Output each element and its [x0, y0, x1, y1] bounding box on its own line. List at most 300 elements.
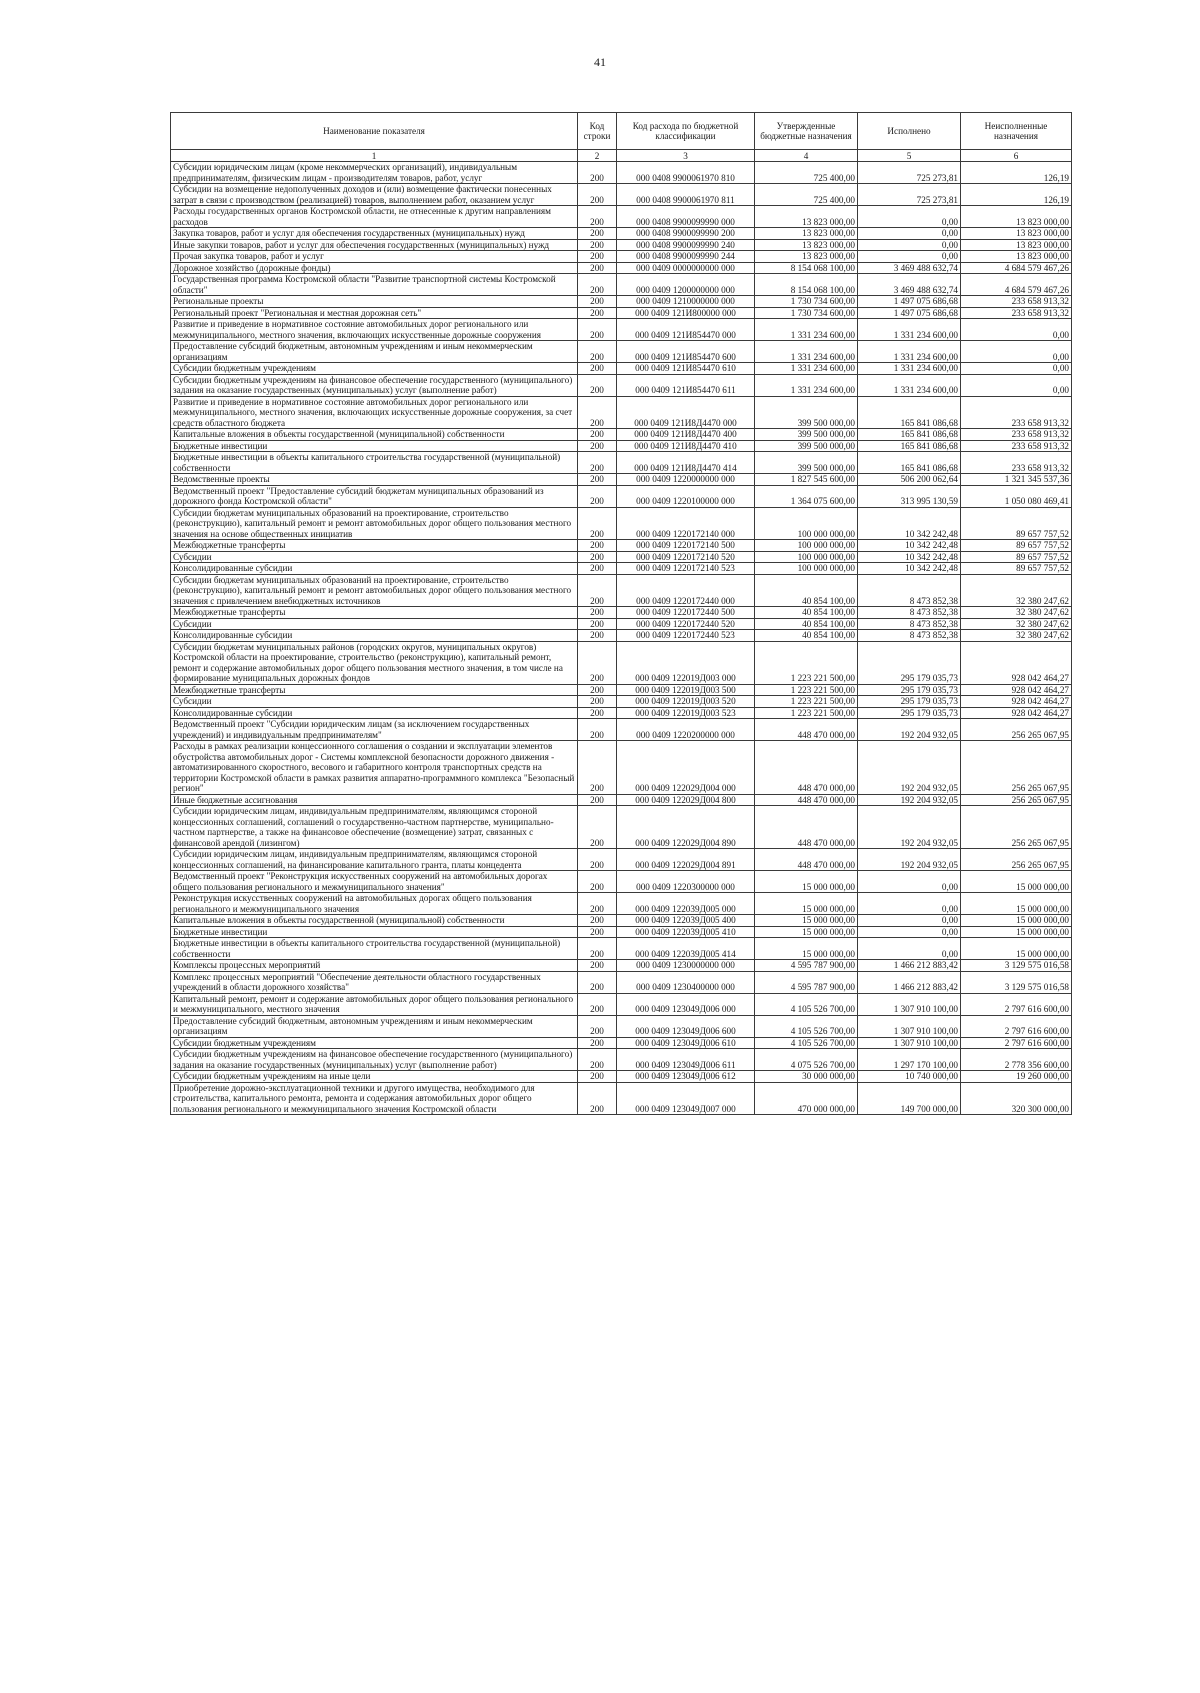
table-row	[171, 440, 1072, 452]
approved-amount-cell: 30 000 000,00	[755, 1071, 858, 1083]
unexecuted-amount-cell: 0,00	[961, 319, 1072, 341]
unexecuted-amount-cell: 2 778 356 600,00	[961, 1049, 1072, 1071]
table-row	[171, 296, 1072, 308]
table-row	[171, 926, 1072, 938]
approved-amount-cell: 15 000 000,00	[755, 926, 858, 938]
line-code-cell: 200	[578, 396, 617, 429]
classification-code-cell: 000 0409 121И854470 611	[617, 374, 755, 396]
line-code-cell: 200	[578, 485, 617, 507]
table-row	[171, 341, 1072, 363]
indicator-name-cell: Субсидии бюджетам муниципальных районов (городских округов, муниципальных округов) Костромской области на проектирование, строительство (реконструкцию), капитальный ремонт, ремонт и содержание автомобильных дорог общего пользования местного значения, в том числе на формирование муниципальных дорожных фондов	[171, 641, 578, 684]
line-code-cell: 200	[578, 849, 617, 871]
unexecuted-amount-cell: 15 000 000,00	[961, 926, 1072, 938]
unexecuted-amount-cell: 256 265 067,95	[961, 794, 1072, 806]
table-row	[171, 228, 1072, 240]
unexecuted-amount-cell: 928 042 464,27	[961, 696, 1072, 708]
executed-amount-cell: 0,00	[858, 228, 961, 240]
classification-code-cell: 000 0409 122029Д004 800	[617, 794, 755, 806]
executed-amount-cell: 165 841 086,68	[858, 452, 961, 474]
line-code-cell: 200	[578, 960, 617, 972]
approved-amount-cell: 1 364 075 600,00	[755, 485, 858, 507]
approved-amount-cell: 8 154 068 100,00	[755, 274, 858, 296]
classification-code-cell: 000 0409 1220172140 000	[617, 507, 755, 540]
line-code-cell: 200	[578, 363, 617, 375]
unexecuted-amount-cell: 1 321 345 537,36	[961, 474, 1072, 486]
unexecuted-amount-cell: 4 684 579 467,26	[961, 262, 1072, 274]
indicator-name-cell: Предоставление субсидий бюджетным, автономным учреждениям и иным некоммерческим организациям	[171, 1015, 578, 1037]
unexecuted-amount-cell: 15 000 000,00	[961, 871, 1072, 893]
approved-amount-cell: 4 105 526 700,00	[755, 1015, 858, 1037]
executed-amount-cell: 192 204 932,05	[858, 806, 961, 849]
header-unexecuted: Неисполненные назначения	[961, 113, 1072, 150]
table-row	[171, 485, 1072, 507]
approved-amount-cell: 1 331 234 600,00	[755, 341, 858, 363]
table-row	[171, 1015, 1072, 1037]
line-code-cell: 200	[578, 938, 617, 960]
table-row	[171, 741, 1072, 795]
executed-amount-cell: 295 179 035,73	[858, 684, 961, 696]
classification-code-cell: 000 0408 9900061970 811	[617, 184, 755, 206]
unexecuted-amount-cell: 15 000 000,00	[961, 915, 1072, 927]
unexecuted-amount-cell: 233 658 913,32	[961, 429, 1072, 441]
executed-amount-cell: 0,00	[858, 926, 961, 938]
executed-amount-cell: 10 342 242,48	[858, 563, 961, 575]
classification-code-cell: 000 0408 9900099990 244	[617, 251, 755, 263]
unexecuted-amount-cell: 233 658 913,32	[961, 296, 1072, 308]
classification-code-cell: 000 0409 1220200000 000	[617, 719, 755, 741]
indicator-name-cell: Субсидии	[171, 551, 578, 563]
classification-code-cell: 000 0409 123049Д006 612	[617, 1071, 755, 1083]
executed-amount-cell: 3 469 488 632,74	[858, 274, 961, 296]
approved-amount-cell: 399 500 000,00	[755, 440, 858, 452]
classification-code-cell: 000 0409 121И8Д4470 410	[617, 440, 755, 452]
executed-amount-cell: 0,00	[858, 206, 961, 228]
executed-amount-cell: 8 473 852,38	[858, 618, 961, 630]
executed-amount-cell: 1 331 234 600,00	[858, 363, 961, 375]
executed-amount-cell: 165 841 086,68	[858, 429, 961, 441]
indicator-name-cell: Капитальный ремонт, ремонт и содержание автомобильных дорог общего пользования регионального и межмуниципального, местного значения	[171, 993, 578, 1015]
table-row	[171, 707, 1072, 719]
line-code-cell: 200	[578, 540, 617, 552]
line-code-cell: 200	[578, 1049, 617, 1071]
classification-code-cell: 000 0409 123049Д006 610	[617, 1037, 755, 1049]
table-row	[171, 563, 1072, 575]
approved-amount-cell: 100 000 000,00	[755, 507, 858, 540]
line-code-cell: 200	[578, 741, 617, 795]
unexecuted-amount-cell: 32 380 247,62	[961, 574, 1072, 607]
line-code-cell: 200	[578, 993, 617, 1015]
executed-amount-cell: 1 497 075 686,68	[858, 296, 961, 308]
executed-amount-cell: 1 297 170 100,00	[858, 1049, 961, 1071]
approved-amount-cell: 1 827 545 600,00	[755, 474, 858, 486]
approved-amount-cell: 13 823 000,00	[755, 228, 858, 240]
unexecuted-amount-cell: 2 797 616 600,00	[961, 993, 1072, 1015]
line-code-cell: 200	[578, 1037, 617, 1049]
line-code-cell: 200	[578, 162, 617, 184]
indicator-name-cell: Субсидии бюджетным учреждениям	[171, 1037, 578, 1049]
unexecuted-amount-cell: 13 823 000,00	[961, 239, 1072, 251]
unexecuted-amount-cell: 3 129 575 016,58	[961, 960, 1072, 972]
approved-amount-cell: 8 154 068 100,00	[755, 262, 858, 274]
approved-amount-cell: 448 470 000,00	[755, 719, 858, 741]
executed-amount-cell: 1 466 212 883,42	[858, 971, 961, 993]
table-row	[171, 806, 1072, 849]
unexecuted-amount-cell: 256 265 067,95	[961, 849, 1072, 871]
indicator-name-cell: Субсидии	[171, 696, 578, 708]
classification-code-cell: 000 0409 123049Д006 000	[617, 993, 755, 1015]
approved-amount-cell: 1 730 734 600,00	[755, 296, 858, 308]
unexecuted-amount-cell: 256 265 067,95	[961, 719, 1072, 741]
indicator-name-cell: Приобретение дорожно-эксплуатационной техники и другого имущества, необходимого для строительства, капитального ремонта, ремонта и содержания автомобильных дорог общего пользования регионального и межмуниципального значения Костромской области	[171, 1082, 578, 1115]
indicator-name-cell: Субсидии юридическим лицам, индивидуальным предпринимателям, являющимся стороной концессионных соглашений, на финансирование капитального гранта, платы концедента	[171, 849, 578, 871]
line-code-cell: 200	[578, 794, 617, 806]
table-row	[171, 551, 1072, 563]
approved-amount-cell: 4 595 787 900,00	[755, 960, 858, 972]
indicator-name-cell: Субсидии бюджетным учреждениям на финансовое обеспечение государственного (муниципального) задания на оказание государственных (муниципальных) услуг (выполнение работ)	[171, 1049, 578, 1071]
executed-amount-cell: 1 331 234 600,00	[858, 341, 961, 363]
unexecuted-amount-cell: 13 823 000,00	[961, 228, 1072, 240]
indicator-name-cell: Ведомственный проект "Реконструкция искусственных сооружений на автомобильных дорогах общего пользования регионального и межмуниципального значения"	[171, 871, 578, 893]
indicator-name-cell: Реконструкция искусственных сооружений на автомобильных дорогах общего пользования регионального и межмуниципального значения	[171, 893, 578, 915]
executed-amount-cell: 313 995 130,59	[858, 485, 961, 507]
unexecuted-amount-cell: 15 000 000,00	[961, 938, 1072, 960]
indicator-name-cell: Региональный проект "Региональная и местная дорожная сеть"	[171, 307, 578, 319]
line-code-cell: 200	[578, 1071, 617, 1083]
line-code-cell: 200	[578, 971, 617, 993]
table-row	[171, 618, 1072, 630]
classification-code-cell: 000 0409 122029Д004 890	[617, 806, 755, 849]
table-row	[171, 206, 1072, 228]
indicator-name-cell: Прочая закупка товаров, работ и услуг	[171, 251, 578, 263]
unexecuted-amount-cell: 0,00	[961, 341, 1072, 363]
approved-amount-cell: 1 223 221 500,00	[755, 707, 858, 719]
executed-amount-cell: 1 307 910 100,00	[858, 1015, 961, 1037]
unexecuted-amount-cell: 1 050 080 469,41	[961, 485, 1072, 507]
indicator-name-cell: Бюджетные инвестиции в объекты капитального строительства государственной (муниципальной) собственности	[171, 938, 578, 960]
executed-amount-cell: 3 469 488 632,74	[858, 262, 961, 274]
indicator-name-cell: Субсидии юридическим лицам, индивидуальным предпринимателям, являющимся стороной концессионных соглашений, соглашений о государственно-частном партнерстве, муниципально-частном партнерстве, а также на финансовое обеспечение (возмещение) затрат, связанных с финансовой арендой (лизингом)	[171, 806, 578, 849]
classification-code-cell: 000 0409 1220172440 523	[617, 630, 755, 642]
table-row	[171, 1049, 1072, 1071]
approved-amount-cell: 4 075 526 700,00	[755, 1049, 858, 1071]
indicator-name-cell: Расходы в рамках реализации концессионного соглашения о создании и эксплуатации элементов обустройства автомобильных дорог - Системы комплексной безопасности дорожного движения - автоматизированного скоростного, весового и габаритного контроля транспортных средств на территории Костромской области в рамках развития аппаратно-программного комплекса "Безопасный регион"	[171, 741, 578, 795]
line-code-cell: 200	[578, 429, 617, 441]
indicator-name-cell: Комплекс процессных мероприятий "Обеспечение деятельности областного государственных учреждений в области дорожного хозяйства"	[171, 971, 578, 993]
approved-amount-cell: 399 500 000,00	[755, 452, 858, 474]
header-line-code: Код строки	[578, 113, 617, 150]
unexecuted-amount-cell: 233 658 913,32	[961, 307, 1072, 319]
table-row	[171, 319, 1072, 341]
indicator-name-cell: Комплексы процессных мероприятий	[171, 960, 578, 972]
table-row	[171, 1071, 1072, 1083]
indicator-name-cell: Бюджетные инвестиции	[171, 926, 578, 938]
classification-code-cell: 000 0409 122019Д003 000	[617, 641, 755, 684]
unexecuted-amount-cell: 928 042 464,27	[961, 641, 1072, 684]
approved-amount-cell: 40 854 100,00	[755, 574, 858, 607]
table-row	[171, 452, 1072, 474]
approved-amount-cell: 399 500 000,00	[755, 396, 858, 429]
approved-amount-cell: 100 000 000,00	[755, 540, 858, 552]
unexecuted-amount-cell: 32 380 247,62	[961, 618, 1072, 630]
classification-code-cell: 000 0409 121И8Д4470 414	[617, 452, 755, 474]
approved-amount-cell: 399 500 000,00	[755, 429, 858, 441]
table-row	[171, 794, 1072, 806]
approved-amount-cell: 1 331 234 600,00	[755, 374, 858, 396]
classification-code-cell: 000 0409 123049Д007 000	[617, 1082, 755, 1115]
classification-code-cell: 000 0409 122019Д003 500	[617, 684, 755, 696]
approved-amount-cell: 15 000 000,00	[755, 915, 858, 927]
table-row	[171, 696, 1072, 708]
executed-amount-cell: 0,00	[858, 239, 961, 251]
executed-amount-cell: 192 204 932,05	[858, 849, 961, 871]
classification-code-cell: 000 0409 121И854470 600	[617, 341, 755, 363]
executed-amount-cell: 295 179 035,73	[858, 696, 961, 708]
approved-amount-cell: 15 000 000,00	[755, 938, 858, 960]
line-code-cell: 200	[578, 1015, 617, 1037]
classification-code-cell: 000 0409 122039Д005 414	[617, 938, 755, 960]
line-code-cell: 200	[578, 452, 617, 474]
line-code-cell: 200	[578, 806, 617, 849]
table-row	[171, 274, 1072, 296]
unexecuted-amount-cell: 3 129 575 016,58	[961, 971, 1072, 993]
indicator-name-cell: Ведомственный проект "Предоставление субсидий бюджетам муниципальных образований из дорожного фонда Костромской области"	[171, 485, 578, 507]
classification-code-cell: 000 0408 9900099990 200	[617, 228, 755, 240]
indicator-name-cell: Консолидированные субсидии	[171, 630, 578, 642]
unexecuted-amount-cell: 2 797 616 600,00	[961, 1015, 1072, 1037]
approved-amount-cell: 40 854 100,00	[755, 618, 858, 630]
executed-amount-cell: 10 342 242,48	[858, 540, 961, 552]
indicator-name-cell: Закупка товаров, работ и услуг для обеспечения государственных (муниципальных) нужд	[171, 228, 578, 240]
executed-amount-cell: 0,00	[858, 871, 961, 893]
line-code-cell: 200	[578, 440, 617, 452]
line-code-cell: 200	[578, 319, 617, 341]
executed-amount-cell: 0,00	[858, 915, 961, 927]
table-row	[171, 893, 1072, 915]
executed-amount-cell: 149 700 000,00	[858, 1082, 961, 1115]
unexecuted-amount-cell: 32 380 247,62	[961, 607, 1072, 619]
table-row	[171, 574, 1072, 607]
classification-code-cell: 000 0409 121И854470 610	[617, 363, 755, 375]
line-code-cell: 200	[578, 251, 617, 263]
line-code-cell: 200	[578, 607, 617, 619]
approved-amount-cell: 15 000 000,00	[755, 893, 858, 915]
unexecuted-amount-cell: 89 657 757,52	[961, 563, 1072, 575]
classification-code-cell: 000 0409 122019Д003 523	[617, 707, 755, 719]
approved-amount-cell: 1 331 234 600,00	[755, 363, 858, 375]
executed-amount-cell: 725 273,81	[858, 184, 961, 206]
unexecuted-amount-cell: 13 823 000,00	[961, 206, 1072, 228]
approved-amount-cell: 470 000 000,00	[755, 1082, 858, 1115]
classification-code-cell: 000 0409 1220100000 000	[617, 485, 755, 507]
indicator-name-cell: Субсидии бюджетам муниципальных образований на проектирование, строительство (реконструкцию), капитальный ремонт и ремонт автомобильных дорог общего пользования местного значения с привлечением внебюджетных источников	[171, 574, 578, 607]
executed-amount-cell: 165 841 086,68	[858, 440, 961, 452]
executed-amount-cell: 8 473 852,38	[858, 630, 961, 642]
approved-amount-cell: 448 470 000,00	[755, 849, 858, 871]
indicator-name-cell: Иные бюджетные ассигнования	[171, 794, 578, 806]
executed-amount-cell: 1 331 234 600,00	[858, 374, 961, 396]
approved-amount-cell: 725 400,00	[755, 184, 858, 206]
indicator-name-cell: Дорожное хозяйство (дорожные фонды)	[171, 262, 578, 274]
line-code-cell: 200	[578, 574, 617, 607]
executed-amount-cell: 10 342 242,48	[858, 507, 961, 540]
table-row	[171, 719, 1072, 741]
table-row	[171, 938, 1072, 960]
classification-code-cell: 000 0409 121И800000 000	[617, 307, 755, 319]
approved-amount-cell: 100 000 000,00	[755, 563, 858, 575]
unexecuted-amount-cell: 15 000 000,00	[961, 893, 1072, 915]
unexecuted-amount-cell: 126,19	[961, 162, 1072, 184]
approved-amount-cell: 1 223 221 500,00	[755, 696, 858, 708]
line-code-cell: 200	[578, 684, 617, 696]
executed-amount-cell: 0,00	[858, 893, 961, 915]
table-row	[171, 960, 1072, 972]
indicator-name-cell: Развитие и приведение в нормативное состояние автомобильных дорог регионального или межмуниципального, местного значения, включающих искусственные дорожные сооружения, за счет средств областного бюджета	[171, 396, 578, 429]
approved-amount-cell: 1 223 221 500,00	[755, 641, 858, 684]
indicator-name-cell: Развитие и приведение в нормативное состояние автомобильных дорог регионального или межмуниципального, местного значения, включающих искусственные дорожные сооружения	[171, 319, 578, 341]
classification-code-cell: 000 0409 1210000000 000	[617, 296, 755, 308]
table-row	[171, 915, 1072, 927]
unexecuted-amount-cell: 13 823 000,00	[961, 251, 1072, 263]
indicator-name-cell: Межбюджетные трансферты	[171, 540, 578, 552]
line-code-cell: 200	[578, 641, 617, 684]
line-code-cell: 200	[578, 228, 617, 240]
column-number: 4	[755, 150, 858, 162]
classification-code-cell: 000 0409 1220172440 500	[617, 607, 755, 619]
executed-amount-cell: 10 740 000,00	[858, 1071, 961, 1083]
header-row	[171, 113, 1072, 150]
classification-code-cell: 000 0409 121И854470 000	[617, 319, 755, 341]
indicator-name-cell: Субсидии бюджетным учреждениям	[171, 363, 578, 375]
line-code-cell: 200	[578, 696, 617, 708]
line-code-cell: 200	[578, 474, 617, 486]
header-executed: Исполнено	[858, 113, 961, 150]
classification-code-cell: 000 0409 1220172440 520	[617, 618, 755, 630]
line-code-cell: 200	[578, 307, 617, 319]
line-code-cell: 200	[578, 184, 617, 206]
executed-amount-cell: 0,00	[858, 251, 961, 263]
line-code-cell: 200	[578, 239, 617, 251]
approved-amount-cell: 4 105 526 700,00	[755, 993, 858, 1015]
executed-amount-cell: 192 204 932,05	[858, 794, 961, 806]
classification-code-cell: 000 0409 122039Д005 000	[617, 893, 755, 915]
header-indicator-name: Наименование показателя	[171, 113, 578, 150]
unexecuted-amount-cell: 320 300 000,00	[961, 1082, 1072, 1115]
table-row	[171, 630, 1072, 642]
unexecuted-amount-cell: 233 658 913,32	[961, 396, 1072, 429]
line-code-cell: 200	[578, 206, 617, 228]
unexecuted-amount-cell: 89 657 757,52	[961, 551, 1072, 563]
table-row	[171, 429, 1072, 441]
table-row	[171, 474, 1072, 486]
line-code-cell: 200	[578, 341, 617, 363]
table-row	[171, 374, 1072, 396]
classification-code-cell: 000 0409 1220172140 523	[617, 563, 755, 575]
table-row	[171, 162, 1072, 184]
executed-amount-cell: 1 307 910 100,00	[858, 993, 961, 1015]
indicator-name-cell: Ведомственные проекты	[171, 474, 578, 486]
column-number: 3	[617, 150, 755, 162]
executed-amount-cell: 1 307 910 100,00	[858, 1037, 961, 1049]
unexecuted-amount-cell: 2 797 616 600,00	[961, 1037, 1072, 1049]
table-row	[171, 307, 1072, 319]
table-row	[171, 849, 1072, 871]
approved-amount-cell: 4 595 787 900,00	[755, 971, 858, 993]
table-row	[171, 993, 1072, 1015]
line-code-cell: 200	[578, 630, 617, 642]
table-row	[171, 971, 1072, 993]
approved-amount-cell: 1 331 234 600,00	[755, 319, 858, 341]
table-row	[171, 239, 1072, 251]
table-row	[171, 262, 1072, 274]
indicator-name-cell: Капитальные вложения в объекты государственной (муниципальной) собственности	[171, 429, 578, 441]
classification-code-cell: 000 0409 1220172140 500	[617, 540, 755, 552]
table-row	[171, 607, 1072, 619]
indicator-name-cell: Межбюджетные трансферты	[171, 684, 578, 696]
line-code-cell: 200	[578, 893, 617, 915]
unexecuted-amount-cell: 928 042 464,27	[961, 684, 1072, 696]
executed-amount-cell: 0,00	[858, 938, 961, 960]
approved-amount-cell: 15 000 000,00	[755, 871, 858, 893]
indicator-name-cell: Субсидии на возмещение недополученных доходов и (или) возмещение фактически понесенных затрат в связи с производством (реализацией) товаров, выполнением работ, оказанием услуг	[171, 184, 578, 206]
indicator-name-cell: Субсидии юридическим лицам (кроме некоммерческих организаций), индивидуальным предпринимателям, физическим лицам - производителям товаров, работ, услуг	[171, 162, 578, 184]
unexecuted-amount-cell: 233 658 913,32	[961, 440, 1072, 452]
table-row	[171, 540, 1072, 552]
executed-amount-cell: 295 179 035,73	[858, 641, 961, 684]
approved-amount-cell: 448 470 000,00	[755, 794, 858, 806]
indicator-name-cell: Предоставление субсидий бюджетным, автономным учреждениям и иным некоммерческим организациям	[171, 341, 578, 363]
executed-amount-cell: 295 179 035,73	[858, 707, 961, 719]
indicator-name-cell: Субсидии	[171, 618, 578, 630]
line-code-cell: 200	[578, 1082, 617, 1115]
line-code-cell: 200	[578, 274, 617, 296]
unexecuted-amount-cell: 4 684 579 467,26	[961, 274, 1072, 296]
approved-amount-cell: 40 854 100,00	[755, 630, 858, 642]
table-row	[171, 251, 1072, 263]
unexecuted-amount-cell: 89 657 757,52	[961, 507, 1072, 540]
classification-code-cell: 000 0409 1220300000 000	[617, 871, 755, 893]
line-code-cell: 200	[578, 871, 617, 893]
classification-code-cell: 000 0409 122019Д003 520	[617, 696, 755, 708]
classification-code-cell: 000 0409 122039Д005 400	[617, 915, 755, 927]
indicator-name-cell: Субсидии бюджетным учреждениям на иные цели	[171, 1071, 578, 1083]
unexecuted-amount-cell: 89 657 757,52	[961, 540, 1072, 552]
column-number: 2	[578, 150, 617, 162]
executed-amount-cell: 8 473 852,38	[858, 607, 961, 619]
column-number: 5	[858, 150, 961, 162]
table-row	[171, 363, 1072, 375]
unexecuted-amount-cell: 0,00	[961, 374, 1072, 396]
table-row	[171, 184, 1072, 206]
indicator-name-cell: Бюджетные инвестиции	[171, 440, 578, 452]
executed-amount-cell: 1 466 212 883,42	[858, 960, 961, 972]
table-body	[171, 162, 1072, 1115]
executed-amount-cell: 10 342 242,48	[858, 551, 961, 563]
line-code-cell: 200	[578, 719, 617, 741]
table-row	[171, 684, 1072, 696]
indicator-name-cell: Субсидии бюджетам муниципальных образований на проектирование, строительство (реконструкцию), капитальный ремонт и ремонт автомобильных дорог общего пользования местного значения на основе общественных инициатив	[171, 507, 578, 540]
approved-amount-cell: 4 105 526 700,00	[755, 1037, 858, 1049]
table-row	[171, 641, 1072, 684]
line-code-cell: 200	[578, 551, 617, 563]
unexecuted-amount-cell: 126,19	[961, 184, 1072, 206]
approved-amount-cell: 100 000 000,00	[755, 551, 858, 563]
classification-code-cell: 000 0409 122029Д004 891	[617, 849, 755, 871]
line-code-cell: 200	[578, 563, 617, 575]
indicator-name-cell: Субсидии бюджетным учреждениям на финансовое обеспечение государственного (муниципального) задания на оказание государственных (муниципальных) услуг (выполнение работ)	[171, 374, 578, 396]
line-code-cell: 200	[578, 926, 617, 938]
indicator-name-cell: Консолидированные субсидии	[171, 563, 578, 575]
classification-code-cell: 000 0408 9900099990 000	[617, 206, 755, 228]
